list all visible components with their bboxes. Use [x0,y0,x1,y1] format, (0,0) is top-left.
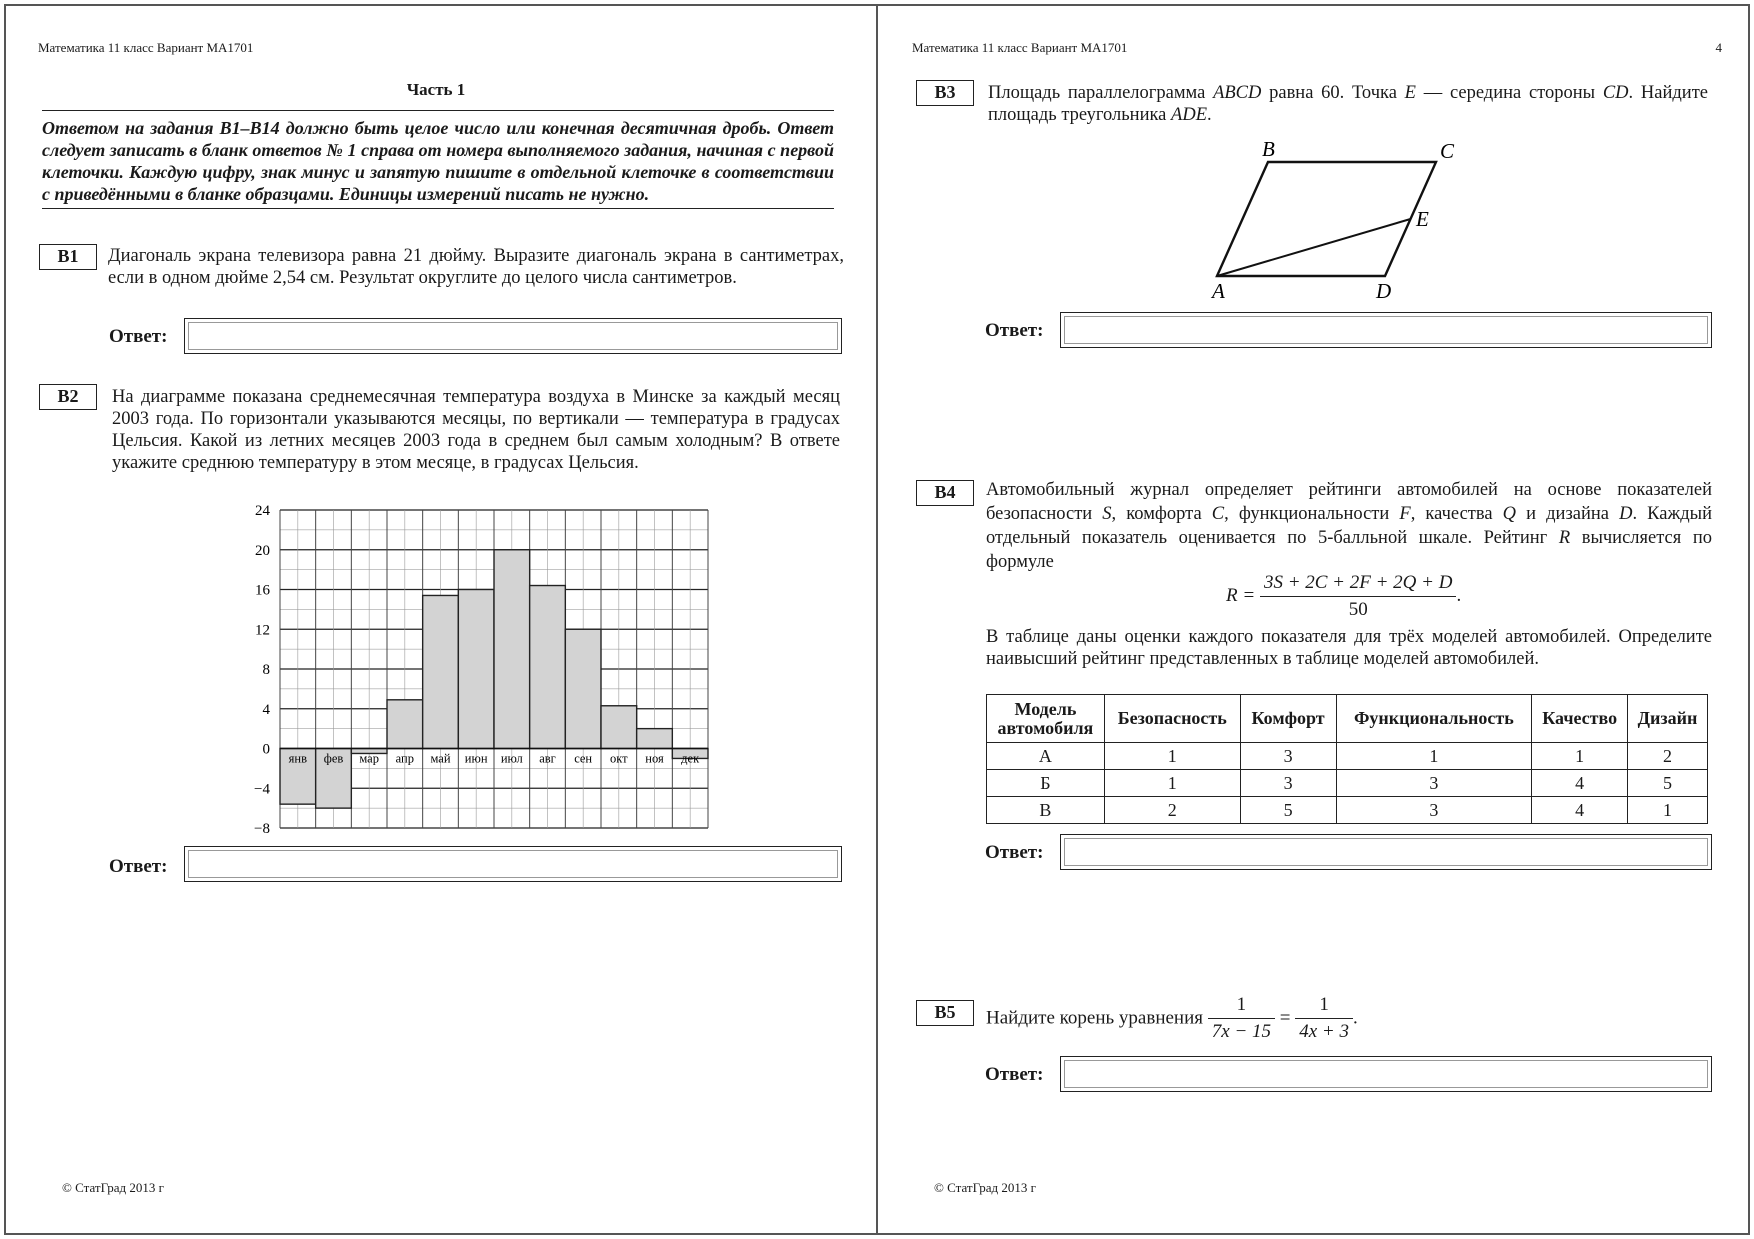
y-tick-label: 12 [255,622,270,639]
page-number: 4 [1715,40,1722,55]
formula-end: . [1456,584,1462,606]
b5-lhs-denominator: 7x − 15 [1211,1021,1272,1042]
answer-field-b4[interactable] [1060,834,1712,870]
chart-bar-апр [387,700,423,749]
y-tick-label: 20 [255,542,270,559]
formula-lhs: R = [1226,584,1256,606]
answer-label-b5: Ответ: [985,1064,1044,1085]
table-row [987,797,1708,824]
y-tick-label: 0 [262,741,270,758]
task-text-b1: Диагональ экрана телевизора равна 21 дюйму. Выразите диагональ экрана в сантиметрах, если в одном дюйме 2,54 см. Результат округлите до целого числа сантиметров. [108,246,844,288]
chart-bar-май [423,595,459,748]
table-row [987,743,1708,770]
formula-denominator: 50 [1348,599,1368,620]
answer-field-b5[interactable] [1060,1056,1712,1092]
table-cell: 3 [1240,743,1336,770]
x-tick-label-дек: дек [681,751,700,766]
formula-numerator: 3S + 2C + 2F + 2Q + D [1260,572,1457,597]
y-tick-label: −8 [254,821,270,837]
task-text-b4-2: В таблице даны оценки каждого показателя для трёх моделей автомобилей. Определите наивысший рейтинг представленных в таблице моделей автомобилей. [986,627,1712,669]
point-a-label: A [1212,279,1225,303]
table-cell: 2 [1628,743,1708,770]
x-tick-label-сен: сен [574,751,593,766]
answer-field-b3[interactable] [1060,312,1712,348]
b4-text-part: , качества [1410,504,1503,524]
x-tick-label-мар: мар [359,751,379,766]
b3-text-part: . [1207,105,1212,125]
b5-lhs-numerator: 1 [1208,994,1275,1019]
y-tick-label: 8 [262,662,270,678]
task-text-b5 [986,994,1358,1043]
point-d-label: D [1376,279,1392,303]
table-cell: 3 [1336,797,1532,824]
formula-fraction [1260,572,1457,621]
b4-text-var: D [1619,504,1633,524]
b3-text-part: — середина стороны [1415,83,1603,103]
answer-field-b2[interactable] [184,846,842,882]
answer-label-b2: Ответ: [109,856,168,877]
b3-text-part: Площадь параллелограмма [988,83,1214,103]
chart-bar-сен [565,629,601,748]
instructions: Ответом на задания В1–В14 должно быть целое число или конечная десятичная дробь. Ответ следует записать в бланк ответов № 1 справа от номера выполняемого задания, начиная с первой клеточки. Каждую цифру, знак минус и запятую пишите в отдельной клеточке в соответствии с приведёнными в бланке образцами. Единицы измерений писать не нужно. [42,110,834,209]
table-cell: 1 [1336,743,1532,770]
y-tick-label: 24 [255,503,270,519]
th-quality: Качество [1532,695,1628,743]
chart-bar-июл [494,550,530,749]
b3-text-var: ABCD [1213,83,1262,103]
task-text-b4 [986,478,1712,574]
b3-text-var: CD [1602,83,1629,103]
answer-field-b1[interactable] [184,318,842,354]
task-label-b2: B2 [39,384,97,410]
table-cell: В [987,797,1105,824]
x-tick-label-фев: фев [323,751,344,766]
task-text-b3 [988,82,1708,126]
left-footer: © СтатГрад 2013 г [62,1180,164,1195]
point-e-label: E [1416,207,1429,231]
th-functionality: Функциональность [1336,695,1532,743]
task-label-b1: B1 [39,244,97,270]
b3-text-var: ADE [1171,105,1207,125]
x-tick-label-май: май [430,751,451,766]
left-header: Математика 11 класс Вариант МА1701 [38,40,254,55]
table-cell: 1 [1104,770,1240,797]
task-text-b2: На диаграмме показана среднемесячная температура воздуха в Минске за каждый месяц 2003 года. По горизонтали указываются месяцы, по вертикали — температура в градусах Цельсия. Какой из летних месяцев 2003 года в среднем был самым холодным? В ответе укажите среднюю температуру в этом месяце, в градусах Цельсия. [112,387,840,473]
point-c-label: C [1440,139,1455,163]
b4-text-part: , комфорта [1111,504,1212,524]
x-tick-label-апр: апр [395,751,414,766]
right-header: Математика 11 класс Вариант МА1701 [912,40,1128,55]
right-page [878,4,1748,1235]
x-tick-label-июл: июл [500,751,523,766]
rating-formula [1226,572,1461,621]
y-tick-label: 4 [262,701,270,718]
table-cell: 5 [1240,797,1336,824]
answer-label-b4: Ответ: [985,842,1044,863]
chart-bar-авг [530,586,566,749]
chart-bar-ноя [637,729,673,749]
y-tick-label: 16 [255,582,270,599]
task-label-b3: B3 [916,80,974,106]
b4-text-var: R [1558,528,1571,548]
b4-text-part: . Каждый отдельный показатель оценивается по 5-балльной шкале. Рейтинг [986,504,1713,548]
task-label-b5: B5 [916,1000,974,1026]
x-tick-label-авг: авг [539,751,556,766]
b5-rhs-numerator: 1 [1295,994,1353,1019]
table-cell: Б [987,770,1105,797]
table-header-row [987,695,1708,743]
parallelogram-abcd [1217,162,1436,276]
table-cell: 1 [1532,743,1628,770]
chart-bar-июн [458,590,494,749]
b3-text-part: равна 60. Точка [1261,83,1405,103]
b5-rhs-fraction [1295,994,1353,1043]
b5-text: Найдите корень уравнения [986,1007,1204,1029]
table-cell: 3 [1336,770,1532,797]
th-model: Модель автомобиля [987,695,1105,743]
table-cell: 1 [1628,797,1708,824]
b5-rhs-denominator: 4x + 3 [1299,1021,1350,1042]
b5-equals: = [1279,1007,1291,1029]
answer-label-b1: Ответ: [109,326,168,347]
b4-text-var: Q [1502,504,1517,524]
b4-text-part: , функциональности [1224,504,1400,524]
b4-text-var: F [1399,504,1411,524]
y-tick-label: −4 [254,781,270,798]
th-comfort: Комфорт [1240,695,1336,743]
right-footer: © СтатГрад 2013 г [934,1180,1036,1195]
table-cell: 5 [1628,770,1708,797]
b5-end: . [1353,1007,1358,1029]
table-cell: А [987,743,1105,770]
point-b-label: B [1262,137,1275,161]
table-cell: 4 [1532,797,1628,824]
part-title: Часть 1 [406,80,466,99]
x-tick-label-янв: янв [288,751,308,766]
b4-text-part: вычисляется по формуле [986,528,1712,572]
segment-ae [1217,219,1411,276]
table-cell: 2 [1104,797,1240,824]
x-tick-label-окт: окт [610,751,628,766]
b4-text-part: Автомобильный журнал определяет рейтинги автомобилей на основе показателей безопасности [986,480,1712,524]
table-row [987,770,1708,797]
table-cell: 4 [1532,770,1628,797]
th-safety: Безопасность [1104,695,1240,743]
b4-text-var: C [1211,504,1225,524]
b3-text-var: E [1404,83,1416,103]
table-cell: 3 [1240,770,1336,797]
th-design: Дизайн [1628,695,1708,743]
b3-text-part: . Найдите площадь треугольника [988,83,1708,125]
answer-label-b3: Ответ: [985,320,1044,341]
x-tick-label-ноя: ноя [645,751,664,766]
b4-text-var: S [1102,504,1112,524]
b4-text-part: и дизайна [1516,504,1620,524]
chart-bar-окт [601,706,637,749]
parallelogram-figure [1208,130,1455,310]
b5-lhs-fraction [1208,994,1275,1043]
temperature-chart [206,496,726,836]
table-cell: 1 [1104,743,1240,770]
left-page [6,4,876,1235]
task-label-b4: B4 [916,480,974,506]
x-tick-label-июн: июн [464,751,488,766]
ratings-table [986,694,1708,824]
